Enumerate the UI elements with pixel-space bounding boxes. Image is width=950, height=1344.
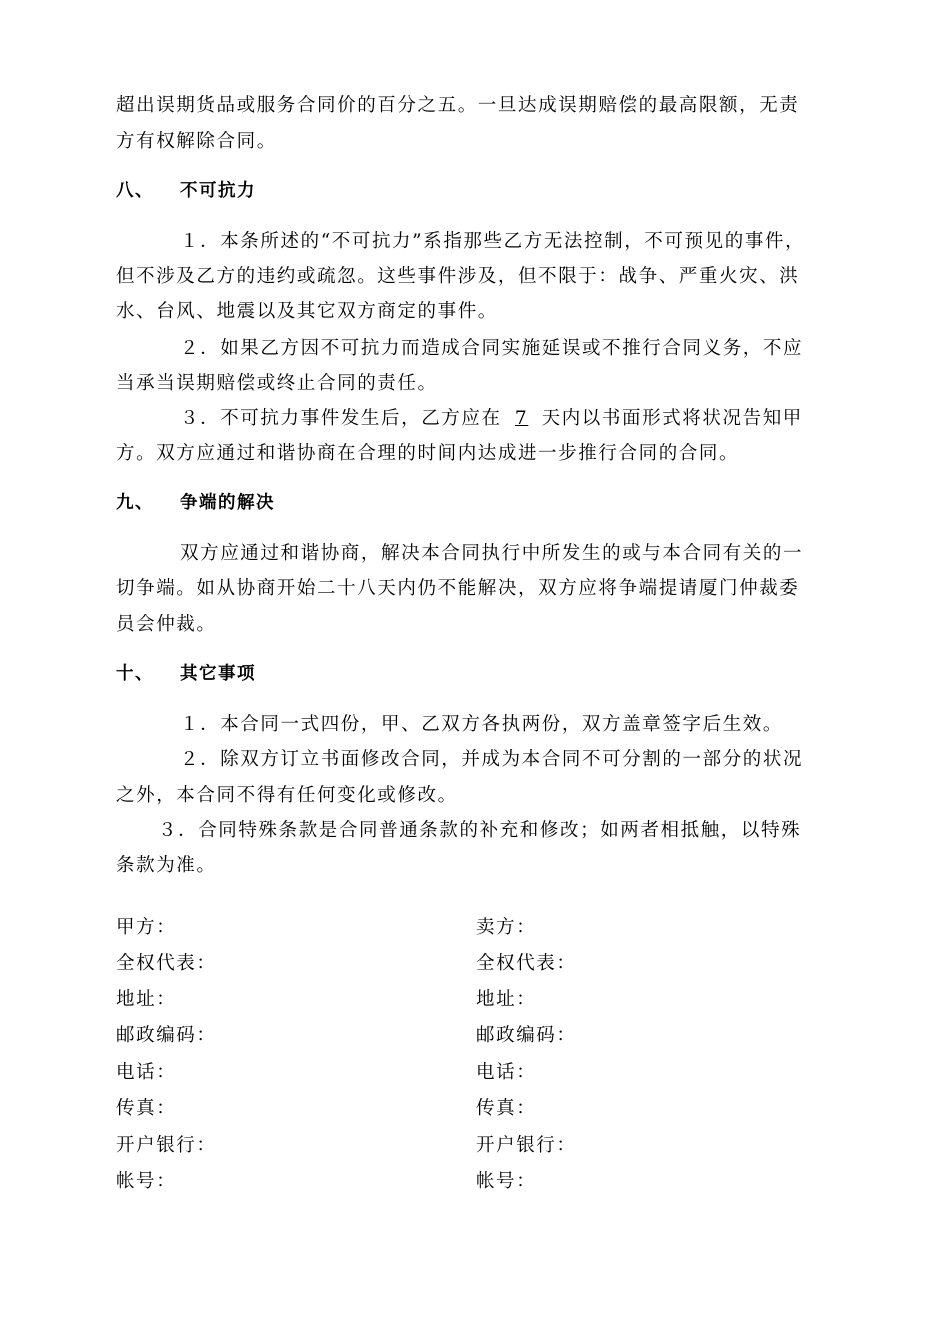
section-8-title: 不可抗力 [180, 181, 256, 201]
s10-item3-line-2: 条款为准。 [116, 855, 217, 876]
section-10-number: 十、 [116, 664, 154, 684]
left-address: 地址： [116, 989, 177, 1010]
section-10-heading [116, 662, 256, 686]
left-fax: 传真： [116, 1098, 177, 1119]
s8-item3-line-1 [180, 407, 803, 431]
section-9-heading [116, 491, 275, 515]
s9-body-line-1: 双方应通过和谐协商，解决本合同执行中所发生的或与本合同有关的一 [180, 543, 804, 564]
s8-item3-suffix: 天内以书面形式将状况告知甲 [541, 408, 803, 429]
left-phone: 电话： [116, 1062, 177, 1083]
s8-item2-line-2: 当承当误期赔偿或终止合同的责任。 [116, 373, 438, 394]
right-phone: 电话： [476, 1062, 537, 1083]
section-8-heading [116, 179, 256, 203]
section-9-number: 九、 [116, 493, 154, 513]
s9-body-line-2: 切争端。如从协商开始二十八天内仍不能解决，双方应将争端提请厦门仲裁委 [116, 578, 800, 599]
s10-item2-line-2: 之外，本合同不得有任何变化或修改。 [116, 785, 458, 806]
s8-item3-prefix: ３．不可抗力事件发生后，乙方应在 [180, 408, 502, 429]
s8-item3-line-2: 方。双方应通过和谐协商在合理的时间内达成进一步推行合同的合同。 [116, 443, 740, 464]
right-representative: 全权代表： [476, 953, 577, 974]
s10-item2-line-1: ２．除双方订立书面修改合同，并成为本合同不可分割的一部分的状况 [180, 749, 804, 770]
s8-item2-line-1: ２．如果乙方因不可抗力而造成合同实施延误或不推行合同义务，不应 [180, 338, 804, 359]
left-representative: 全权代表： [116, 953, 217, 974]
right-fax: 传真： [476, 1098, 537, 1119]
s8-item3-days: 7 [514, 408, 529, 429]
s8-item1-line-3: 水、台风、地震以及其它双方商定的事件。 [116, 301, 498, 322]
section-9-title: 争端的解决 [180, 493, 275, 513]
section-8-number: 八、 [116, 181, 154, 201]
left-account: 帐号： [116, 1171, 177, 1192]
s9-body-line-3: 员会仲裁。 [116, 614, 217, 635]
left-postcode: 邮政编码： [116, 1025, 217, 1046]
s8-item1-line-1: １．本条所述的“不可抗力”系指那些乙方无法控制，不可预见的事件， [180, 231, 806, 252]
right-bank: 开户银行： [476, 1135, 577, 1156]
right-account: 帐号： [476, 1171, 537, 1192]
s10-item3-line-1: ３．合同特殊条款是合同普通条款的补充和修改；如两者相抵触，以特殊 [158, 820, 802, 841]
s10-item1: １．本合同一式四份，甲、乙双方各执两份，双方盖章签字后生效。 [180, 714, 784, 735]
left-bank: 开户银行： [116, 1135, 217, 1156]
intro-line-2: 方有权解除合同。 [116, 131, 277, 152]
s8-item1-line-2: 但不涉及乙方的违约或疏忽。这些事件涉及，但不限于：战争、严重火灾、洪 [116, 266, 800, 287]
left-party: 甲方： [116, 917, 177, 938]
intro-line-1: 超出误期货品或服务合同价的百分之五。一旦达成误期赔偿的最高限额，无责 [116, 95, 800, 116]
section-10-title: 其它事项 [180, 664, 256, 684]
right-party: 卖方： [476, 917, 537, 938]
right-address: 地址： [476, 989, 537, 1010]
right-postcode: 邮政编码： [476, 1025, 577, 1046]
